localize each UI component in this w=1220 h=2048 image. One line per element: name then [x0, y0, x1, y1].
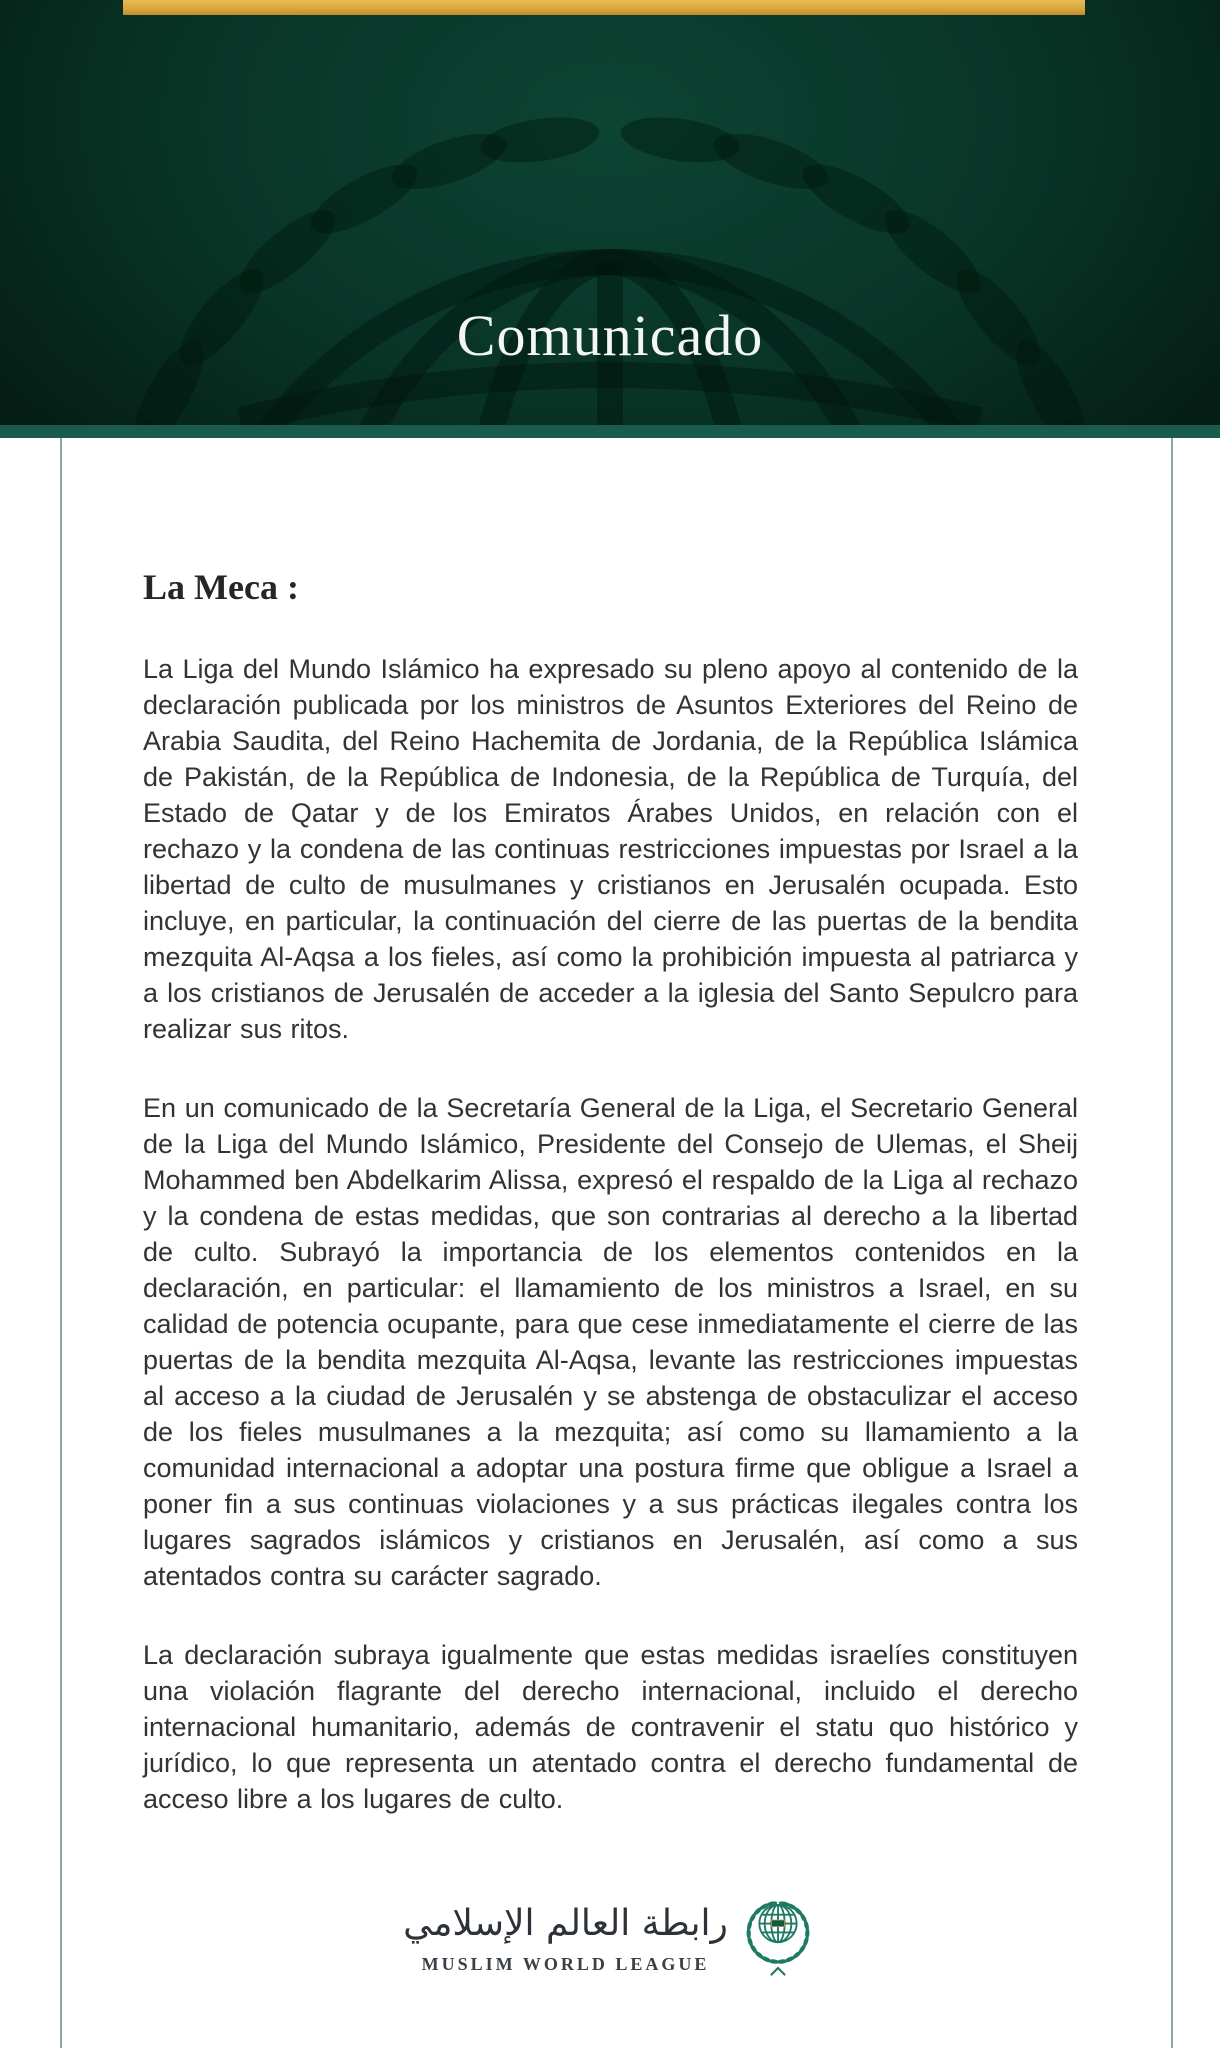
mwl-wordmark: MUSLIM WORLD LEAGUE: [421, 1953, 710, 1974]
mwl-logo-text: [403, 1898, 728, 1975]
page-title: Comunicado: [456, 303, 764, 368]
mwl-logo: [143, 1883, 1078, 1989]
communique-body: [143, 651, 1078, 1817]
paragraph-secretary-general-statement: En un comunicado de la Secretaría General de la Liga, el Secretario General de la Liga del Mundo Islámico, Presidente del Consejo de Ulemas, el Sheij Mohammed ben Abdelkarim Alissa, expresó el respaldo de la Liga al rechazo y la condena de estas medidas, que son contrarias al derecho a la libertad de culto. Subrayó la importancia de los elementos contenidos en la declaración, en particular: el llamamiento de los ministros a Israel, en su calidad de potencia ocupante, para que cese inmediatamente el cierre de las puertas de la bendita mezquita Al-Aqsa, levante las restricciones impuestas al acceso a la ciudad de Jerusalén y se abstenga de obstaculizar el acceso de los fieles musulmanes a la mezquita; así como su llamamiento a la comunidad internacional a adoptar una postura firme que obligue a Israel a poner fin a sus continuas violaciones y a sus prácticas ilegales contra los lugares sagrados islámicos y cristianos en Jerusalén, así como a sus atentados contra su carácter sagrado.: [143, 1093, 1078, 1591]
card-right-border: [1171, 438, 1173, 2048]
card-left-border: [60, 438, 62, 2048]
mwl-arabic-calligraphy: رابطة العالم الإسلامي: [403, 1902, 728, 1944]
communique-card: [143, 438, 1078, 1989]
paragraph-international-law: La declaración subraya igualmente que estas medidas israelíes constituyen una violación flagrante del derecho internacional, incluido el derecho internacional humanitario, además de contravenir el statu quo histórico y jurídico, lo que representa un atentado contra el derecho fundamental de acceso libre a los lugares de culto.: [143, 1640, 1078, 1814]
header-banner: [0, 0, 1220, 425]
header-divider-band: [0, 425, 1220, 438]
gold-accent-bar: [123, 0, 1085, 15]
paragraph-support-declaration: La Liga del Mundo Islámico ha expresado su pleno apoyo al contenido de la declaración publicada por los ministros de Asuntos Exteriores del Reino de Arabia Saudita, del Reino Hachemita de Jordania, de la República Islámica de Pakistán, de la República de Indonesia, de la República de Turquía, del Estado de Qatar y de los Emiratos Árabes Unidos, en relación con el rechazo y la condena de las continuas restricciones impuestas por Israel a la libertad de culto de musulmanes y cristianos en Jerusalén ocupada. Esto incluye, en particular, la continuación del cierre de las puertas de la bendita mezquita Al-Aqsa a los fieles, así como la prohibición impuesta al patriarca y a los cristianos de Jerusalén de acceder a la iglesia del Santo Sepulcro para realizar sus ritos.: [143, 654, 1078, 1044]
dateline-heading: La Meca :: [143, 567, 299, 607]
globe-laurel-emblem-icon: [738, 1883, 818, 1989]
